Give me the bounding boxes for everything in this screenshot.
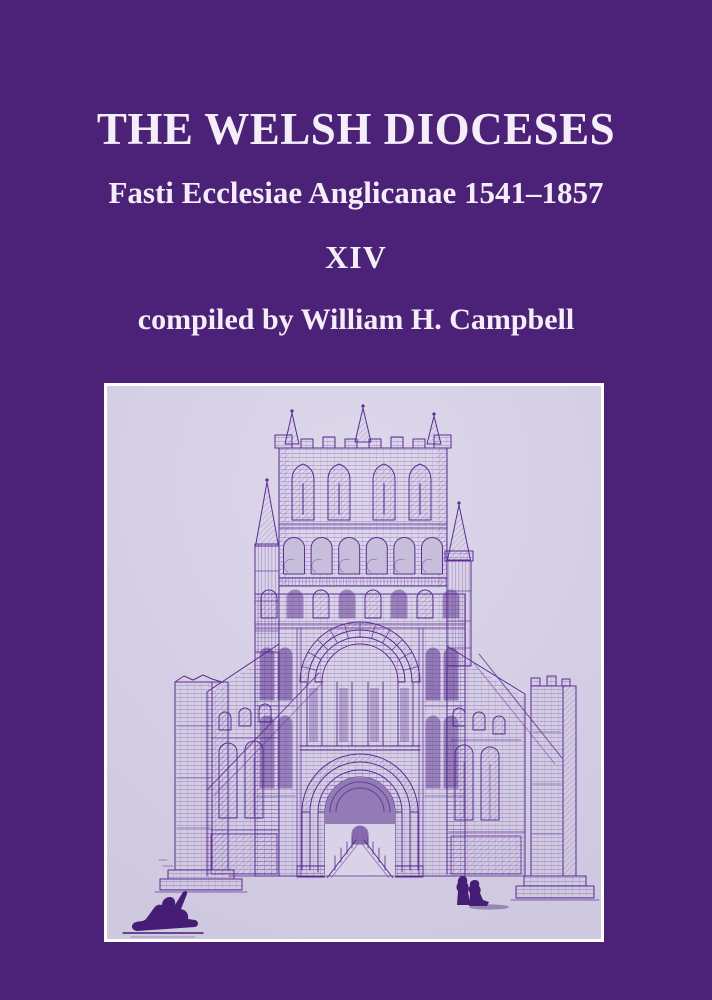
book-title: THE WELSH DIOCESES <box>96 104 616 154</box>
illustration-paper <box>107 386 601 939</box>
volume-number: XIV <box>325 239 387 275</box>
series-title: Fasti Ecclesiae Anglicanae 1541–1857 <box>108 175 604 210</box>
byline: compiled by William H. Campbell <box>137 303 575 336</box>
cover-illustration-frame <box>104 383 604 942</box>
ruined-cathedral-engraving-icon <box>107 386 601 939</box>
